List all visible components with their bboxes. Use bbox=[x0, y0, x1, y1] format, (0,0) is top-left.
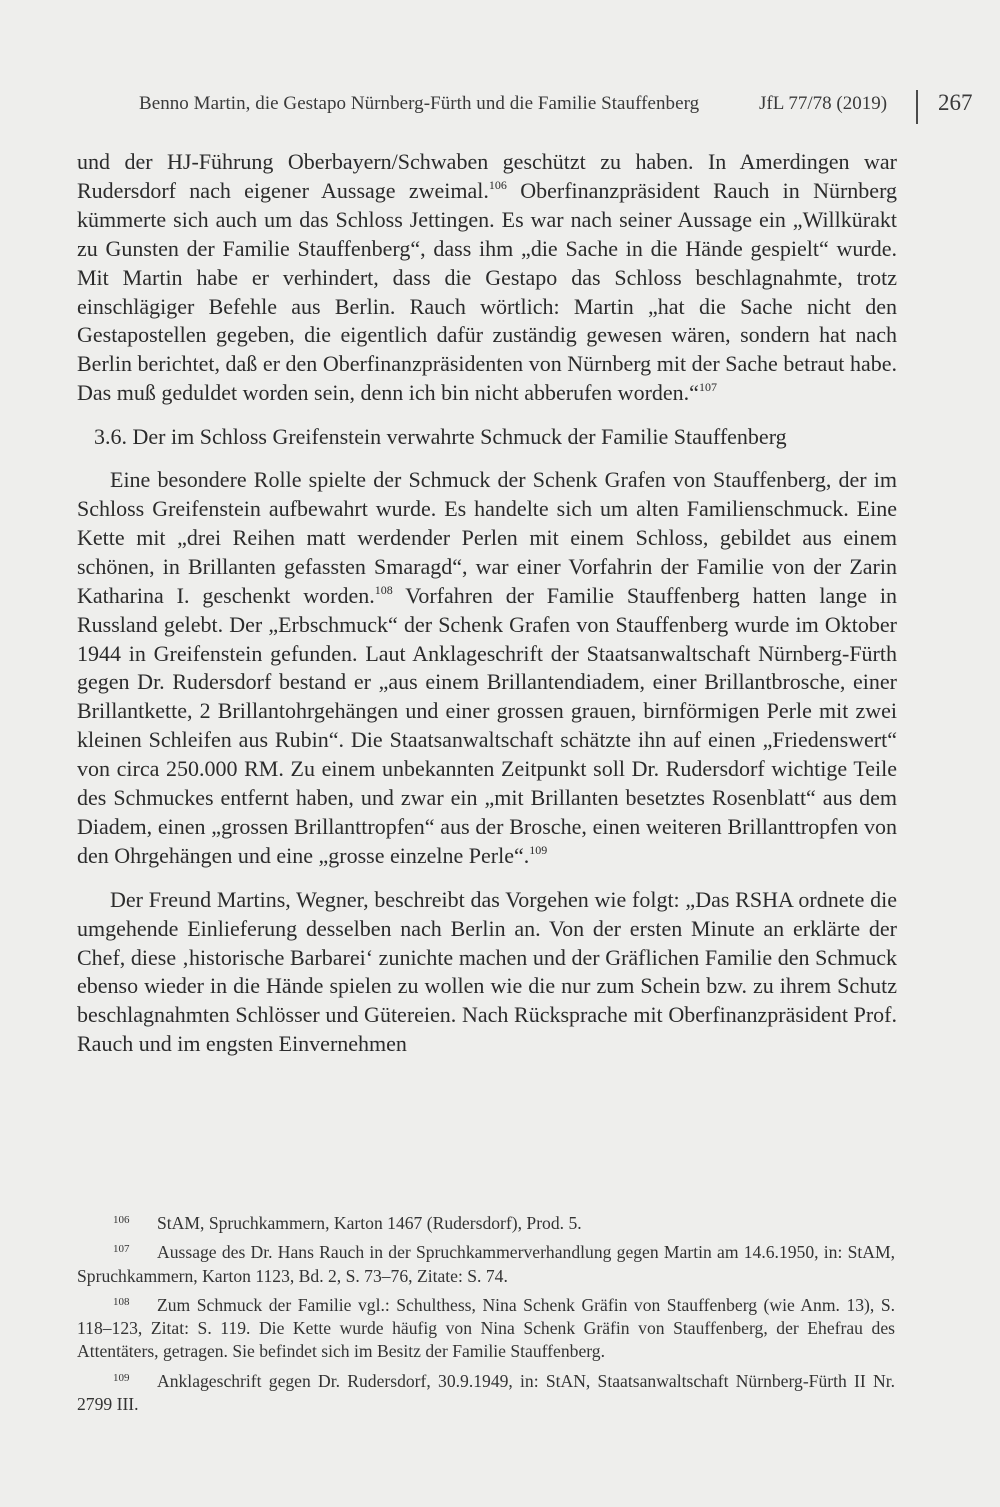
footnote-106: 106 StAM, Spruchkammern, Karton 1467 (Rudersdorf), Prod. 5. bbox=[113, 1213, 582, 1233]
body-text bbox=[77, 148, 897, 1059]
paragraph-2-text-a: Eine besondere Rolle spielte der Schmuck der Schenk Grafen von Stauffenberg, der im Schloss Greifenstein aufbewahrt wurde. Es handelte sich um alten Familienschmuck. Eine Kette mit „drei Reihen matt werdender Perlen mit einem Schloss, gebildet aus einem schönen, in Brillanten gefassten Smaragd“, war einer Vorfahrin der Familie von der Zarin Katharina I. geschenkt worden. bbox=[77, 467, 897, 608]
paragraph-1-text-b: Oberfinanzpräsident Rauch in Nürnberg kümmerte sich auch um das Schloss Jettingen. Es war nach seiner Aussage ein „Willkürakt zu Gunsten der Familie Stauffenberg“, dass ihm „die Sache in die Hände gespielt“ wurde. Mit Martin habe er verhindert, dass die Gestapo das Schloss beschlagnahmte, trotz einschlägiger Befehle aus Berlin. Rauch wörtlich: Martin „hat die Sache nicht den Gestapostellen gegeben, die eigentlich dafür zuständig gewesen wären, sondern hat nach Berlin berichtet, daß er den Oberfinanzpräsidenten von Nürnberg mit der Sache betraut habe. Das muß geduldet worden sein, denn ich bin nicht abberufen worden.“ bbox=[77, 177, 897, 406]
section-heading: 3.6. Der im Schloss Greifenstein verwahrte Schmuck der Familie Stauffenberg bbox=[94, 424, 787, 450]
footnote-ref-107: 107 bbox=[698, 380, 717, 395]
footnotes bbox=[77, 1212, 895, 1422]
footnote-text: Zum Schmuck der Familie vgl.: Schulthess, Nina Schenk Gräfin von Stauffenberg (wie Anm. 13), S. 118–123, Zitat: S. 119. Die Kette wurde häufig von Nina Schenk Gräfin von Stauffenberg, der Ehefrau des Attentäters, getragen. Sie befindet sich im Besitz der Familie Stauffenberg. bbox=[77, 1294, 895, 1362]
paragraph-1-text-a: und der HJ-Führung Oberbayern/Schwaben geschützt zu haben. In Amerdingen war Rudersdorf nach eigener Aussage zweimal. bbox=[77, 149, 897, 203]
footnote-ref-106: 106 bbox=[488, 177, 507, 192]
paragraph-3: Der Freund Martins, Wegner, beschreibt das Vorgehen wie folgt: „Das RSHA ordnete die umgehende Einlieferung desselben nach Berlin an. Von der ersten Minute an erklärte der Chef, diese ‚historische Barbarei‘ zunichte machen und der Gräflichen Familie den Schmuck ebenso wieder in die Hände spielen zu wollen wie die nur zum Schein bzw. zu ihrem Schutz beschlagnahmten Schlösser und Gütereien. Nach Rücksprache mit Oberfinanzpräsident Prof. Rauch und im engsten Einvernehmen bbox=[77, 886, 897, 1057]
running-head-journal: JfL 77/78 (2019) bbox=[759, 93, 888, 114]
footnote-text: Aussage des Dr. Hans Rauch in der Spruchkammerverhandlung gegen Martin am 14.6.1950, in: StAM, Spruchkammern, Karton 1123, Bd. 2, S. 73–76, Zitate: S. 74. bbox=[77, 1242, 895, 1286]
paragraph-1 bbox=[77, 148, 897, 408]
footnote-text: Anklageschrift gegen Dr. Rudersdorf, 30.9.1949, in: StAN, Staatsanwaltschaft Nürnberg-Fürth II Nr. 2799 III. bbox=[77, 1370, 895, 1415]
running-head-divider bbox=[916, 90, 918, 124]
footnote-109: 109 Anklageschrift gegen Dr. Rudersdorf, 30.9.1949, in: StAN, Staatsanwaltschaft Nürnberg-Fürth II Nr. 2799 III. bbox=[77, 1370, 895, 1415]
running-head-title: Benno Martin, die Gestapo Nürnberg-Fürth und die Familie Stauffenberg bbox=[139, 93, 700, 114]
footnote-ref-108: 108 bbox=[374, 582, 393, 597]
running-head bbox=[0, 90, 1000, 122]
footnote-107: 107 Aussage des Dr. Hans Rauch in der Spruchkammerverhandlung gegen Martin am 14.6.1950, in: StAM, Spruchkammern, Karton 1123, Bd. 2, S. 73–76, Zitate: S. 74. bbox=[77, 1242, 895, 1286]
paragraph-2 bbox=[77, 466, 897, 871]
footnote-108: 108 Zum Schmuck der Familie vgl.: Schulthess, Nina Schenk Gräfin von Stauffenberg (wie Anm. 13), S. 118–123, Zitat: S. 119. Die Kette wurde häufig von Nina Schenk Gräfin von Stauffenberg, der Ehefrau des Attentäters, getragen. Sie befindet sich im Besitz der Familie Stauffenberg. bbox=[77, 1294, 895, 1362]
footnote-ref-109: 109 bbox=[529, 842, 548, 857]
paragraph-2-text-b: Vorfahren der Familie Stauffenberg hatten lange in Russland gelebt. Der „Erbschmuck“ der Schenk Grafen von Stauffenberg wurde im Oktober 1944 in Greifenstein gefunden. Laut Anklageschrift der Staatsanwaltschaft Nürnberg-Fürth gegen Dr. Rudersdorf bestand er „aus einem Brillantendiadem, einer Brillantbrosche, einer Brillantkette, 2 Brillantohrgehängen und einer grossen grauen, birnförmigen Perle mit zwei kleinen Schleifen aus Rubin“. Die Staatsanwaltschaft schätzte ihn auf einen „Friedenswert“ von circa 250.000 RM. Zu einem unbekannten Zeitpunkt soll Dr. Rudersdorf wichtige Teile des Schmuckes entfernt haben, und zwar ein „mit Brillanten besetztes Rosenblatt“ aus dem Diadem, einen „grossen Brillanttropfen“ aus der Brosche, einen weiteren Brillanttropfen von den Ohrgehängen und eine „grosse einzelne Perle“. bbox=[77, 582, 897, 868]
footnote-text: StAM, Spruchkammern, Karton 1467 (Rudersdorf), Prod. 5. bbox=[157, 1213, 582, 1233]
page-number: 267 bbox=[938, 90, 973, 115]
